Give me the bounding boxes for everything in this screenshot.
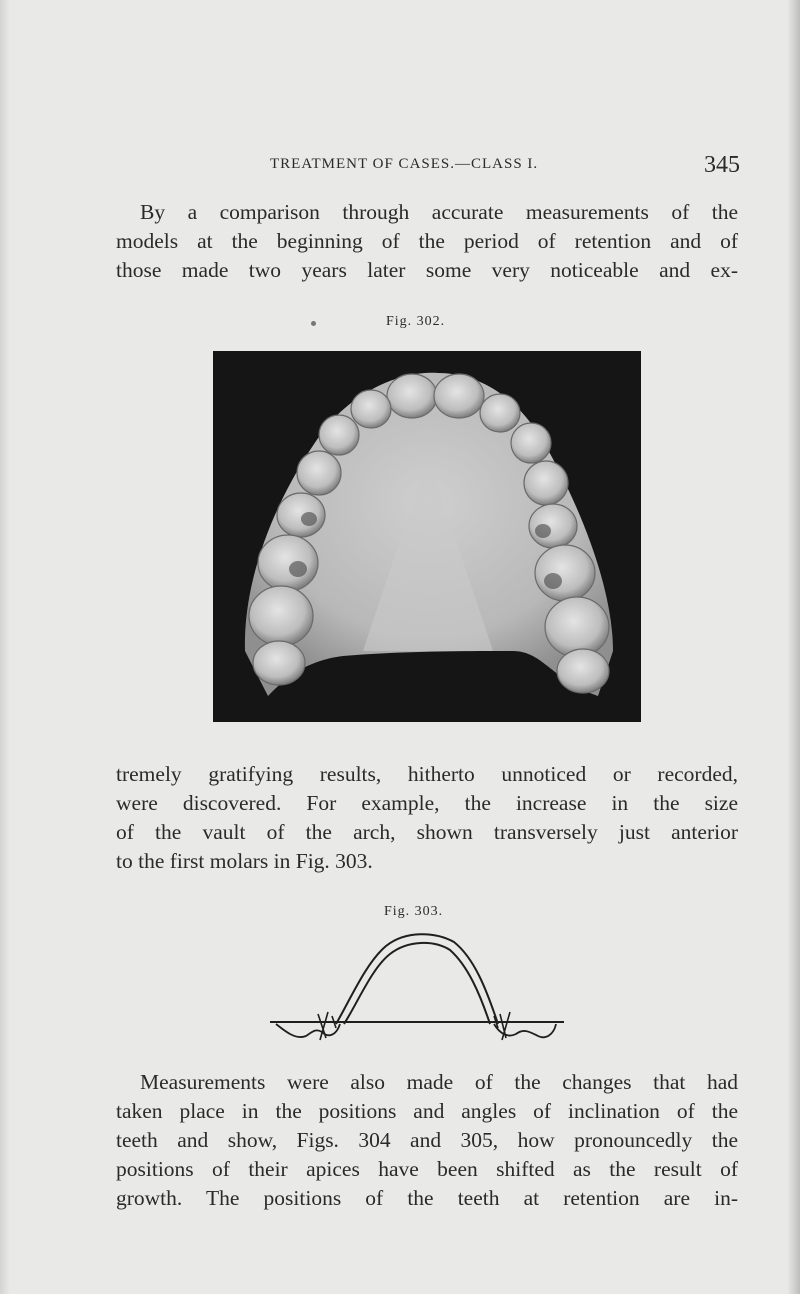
paragraph-line: Measurements were also made of the changes that had [140,1070,738,1094]
left-tooth-outline [276,1024,340,1037]
paragraph-line: tremely gratifying results, hitherto unnoticed or recorded, [116,762,738,786]
running-title: TREATMENT OF CASES.—CLASS I. [270,156,539,172]
paragraph-line: of the vault of the arch, shown transversely just anterior [116,820,738,844]
paragraph-line: taken place in the positions and angles of inclination of the [116,1099,738,1123]
figure-302-photo [213,351,641,722]
paragraph-line: models at the beginning of the period of retention and of [116,229,738,253]
outer-arch-curve [336,934,498,1024]
paragraph-3 [116,1068,738,1213]
scan-edge-left [0,0,10,1294]
figure-302-caption: Fig. 302. [386,314,446,329]
inner-arch-curve [344,943,490,1024]
paragraph-line: teeth and show, Figs. 304 and 305, how pronouncedly the [116,1128,738,1152]
paragraph-line: were discovered. For example, the increase in the size [116,791,738,815]
paragraph-1 [116,198,738,285]
running-head [270,152,740,180]
ink-speck [311,321,316,326]
dental-cast-image [213,351,641,722]
paragraph-line: to the first molars in Fig. 303. [116,849,373,873]
scan-edge-right [788,0,800,1294]
paragraph-line: By a comparison through accurate measurements of the [140,200,738,224]
page-number: 345 [704,152,740,178]
paragraph-line: those made two years later some very noticeable and ex- [116,258,738,282]
figure-303-caption: Fig. 303. [384,904,444,919]
paragraph-2 [116,760,738,876]
paragraph-line: growth. The positions of the teeth at retention are in- [116,1186,738,1210]
paragraph-line: positions of their apices have been shifted as the result of [116,1157,738,1181]
figure-303-drawing [266,928,570,1048]
